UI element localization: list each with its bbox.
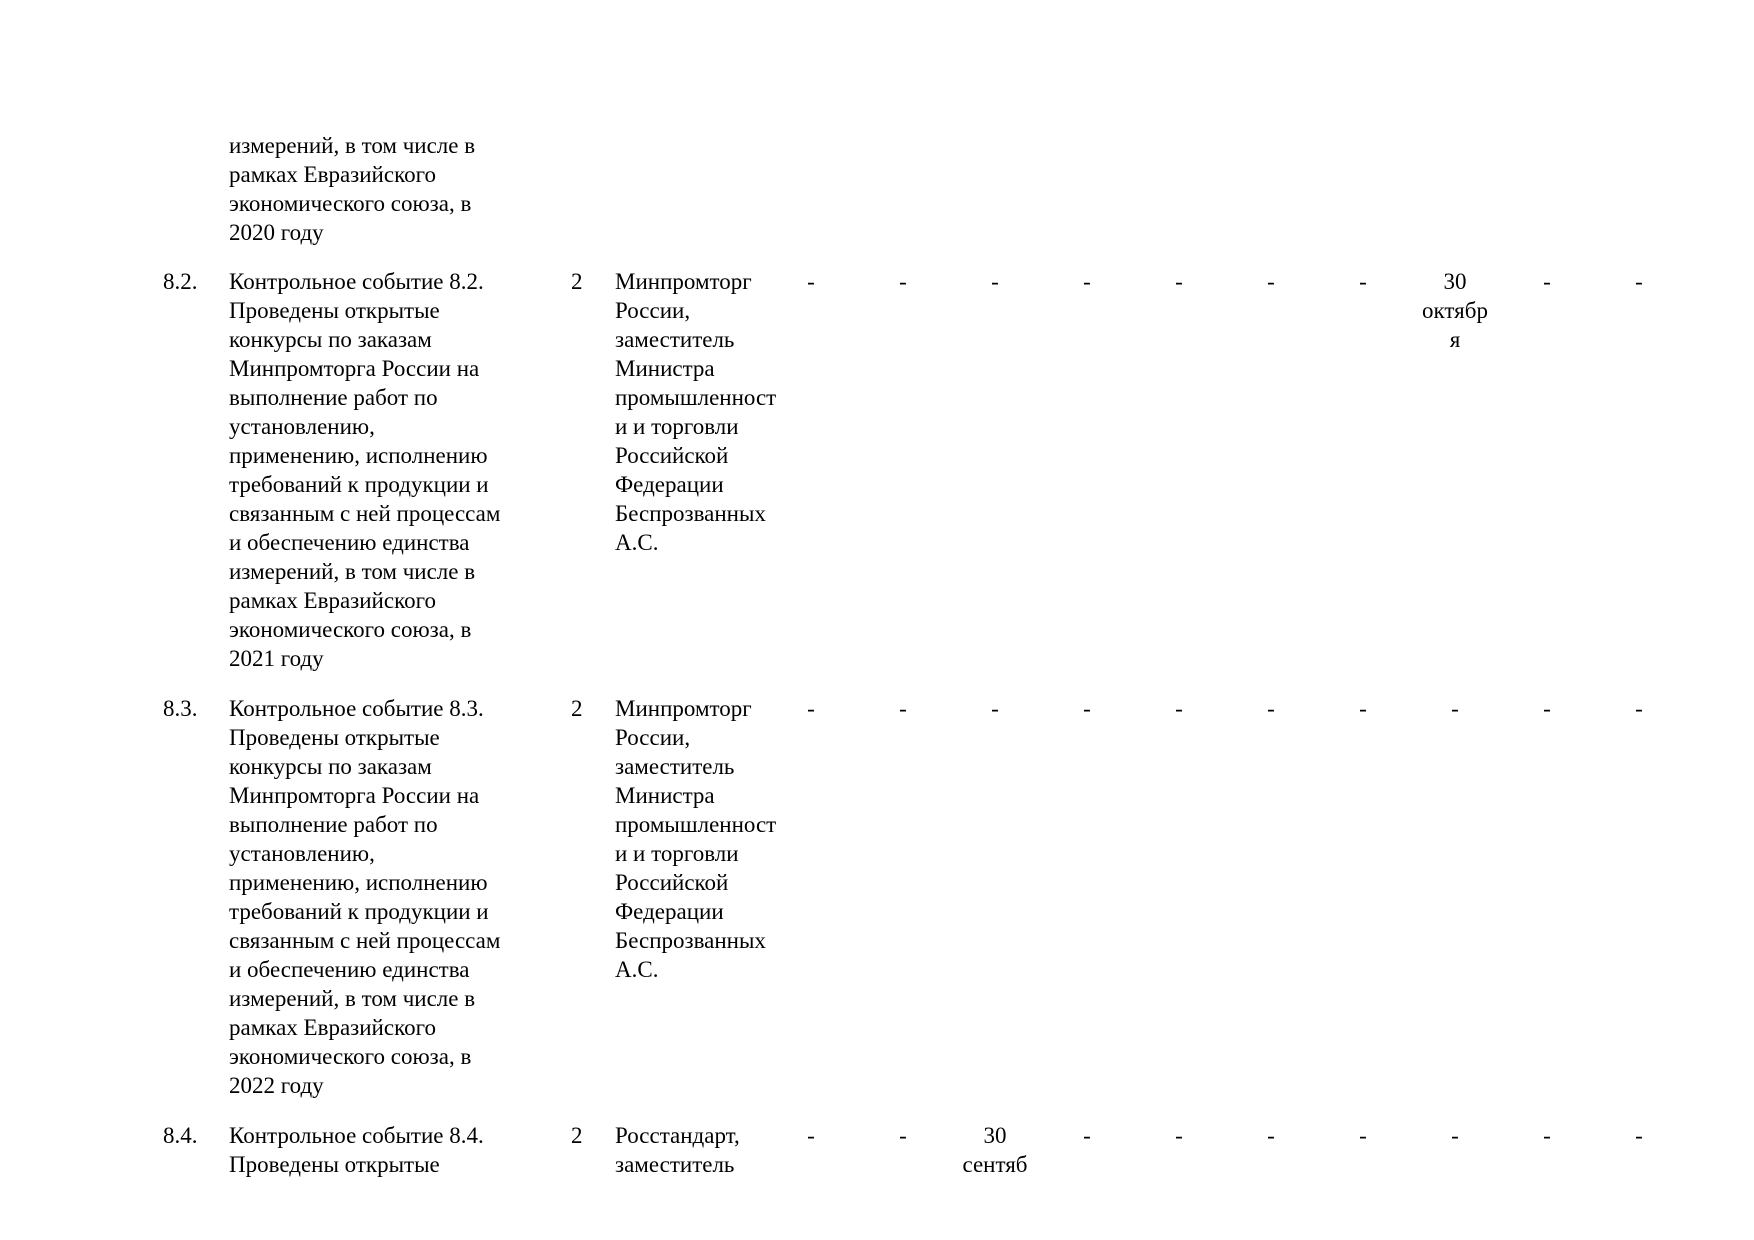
row-date-mark: -: [899, 1123, 907, 1148]
row-date-mark: -: [1635, 696, 1643, 721]
row-date-mark: -: [991, 696, 999, 721]
row-date-mark: -: [807, 696, 815, 721]
row-responsible: Минпромторг России, заместитель Министра промышленност и и торговли Российской Федерации Беспрозванных А.С.: [615, 696, 777, 982]
row-description: Контрольное событие 8.4. Проведены открытые: [229, 1123, 484, 1177]
row-date-mark: -: [1175, 269, 1183, 294]
row-number: 8.3.: [163, 696, 198, 721]
row-date-mark: -: [1543, 1123, 1551, 1148]
row-level: 2: [571, 1123, 583, 1148]
row-number: 8.2.: [163, 269, 198, 294]
row-date-mark: -: [1359, 1123, 1367, 1148]
row-date-mark: -: [1451, 1123, 1459, 1148]
row-date-mark: -: [1175, 696, 1183, 721]
row-description: Контрольное событие 8.3. Проведены открытые конкурсы по заказам Минпромторга России на выполнение работ по установлению, применению, исполнению требований к продукции и связанным с ней процессам и обеспечению единства измерений, в том числе в рамках Евразийского экономического союза, в 2022 году: [229, 696, 501, 1098]
row-date-mark: -: [1635, 1123, 1643, 1148]
row-date-mark: -: [1083, 696, 1091, 721]
row-level: 2: [571, 269, 583, 294]
row-date-mark: -: [1267, 1123, 1275, 1148]
row-date-mark: -: [899, 696, 907, 721]
row-date-mark: -: [1635, 269, 1643, 294]
row-date-mark: -: [991, 269, 999, 294]
continuation-text: измерений, в том числе в рамках Евразийского экономического союза, в 2020 году: [229, 133, 476, 245]
row-date-mark: 30 октябр я: [1422, 269, 1488, 352]
row-date-mark: -: [1083, 1123, 1091, 1148]
row-date-mark: -: [1083, 269, 1091, 294]
row-date-mark: -: [1359, 269, 1367, 294]
row-responsible: Минпромторг России, заместитель Министра промышленност и и торговли Российской Федерации Беспрозванных А.С.: [615, 269, 777, 555]
row-date-mark: -: [1175, 1123, 1183, 1148]
row-date-mark: -: [1543, 269, 1551, 294]
row-date-mark: -: [807, 269, 815, 294]
row-level: 2: [571, 696, 583, 721]
row-date-mark: -: [1543, 696, 1551, 721]
row-date-mark: 30 сентяб: [962, 1123, 1028, 1177]
row-date-mark: -: [1267, 269, 1275, 294]
row-date-mark: -: [899, 269, 907, 294]
row-date-mark: -: [1359, 696, 1367, 721]
row-date-mark: -: [1267, 696, 1275, 721]
row-responsible: Росстандарт, заместитель: [615, 1123, 740, 1177]
row-description: Контрольное событие 8.2. Проведены открытые конкурсы по заказам Минпромторга России на выполнение работ по установлению, применению, исполнению требований к продукции и связанным с ней процессам и обеспечению единства измерений, в том числе в рамках Евразийского экономического союза, в 2021 году: [229, 269, 501, 671]
row-number: 8.4.: [163, 1123, 198, 1148]
row-date-mark: -: [807, 1123, 815, 1148]
row-date-mark: -: [1451, 696, 1459, 721]
